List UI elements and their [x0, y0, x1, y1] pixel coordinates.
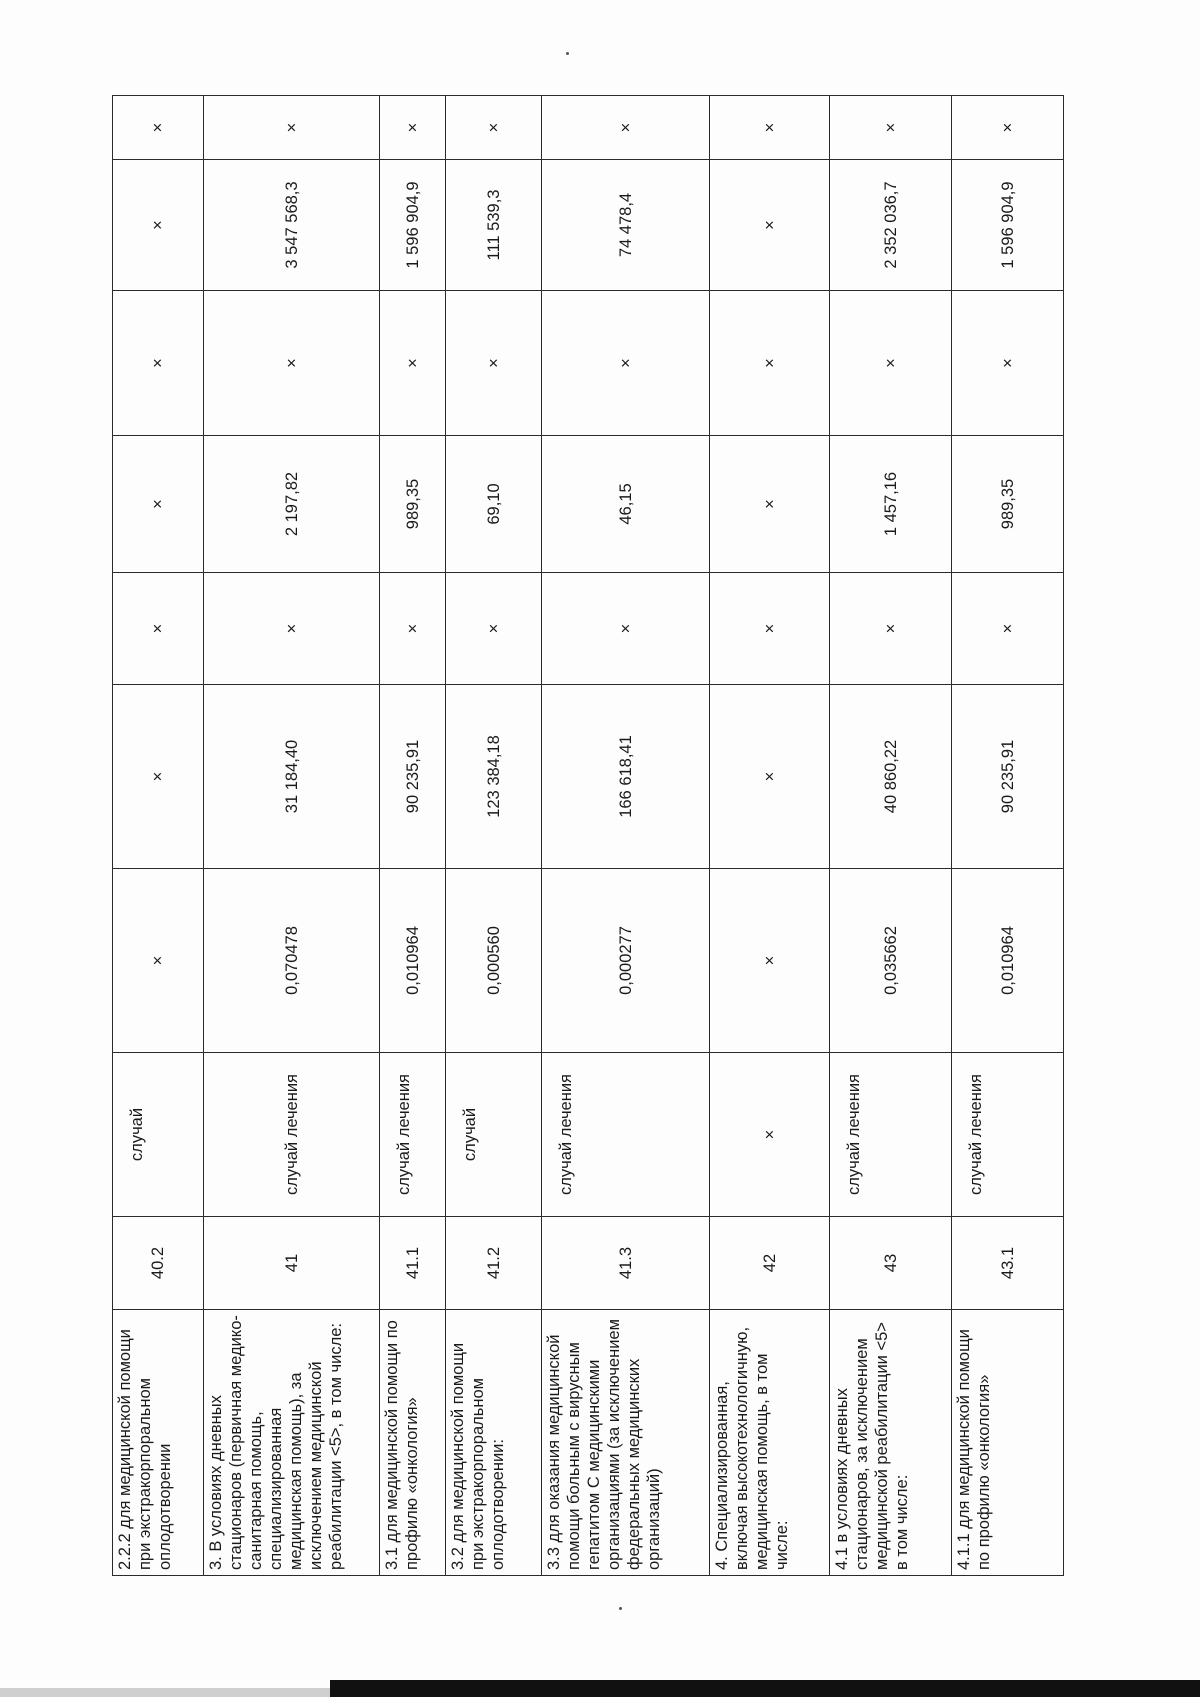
volume-cell: 0,010964	[380, 869, 446, 1053]
cost-per-unit-cell: ×	[113, 685, 204, 869]
cost-per-unit-cell: 166 618,41	[542, 685, 710, 869]
row-number-cell: 41.1	[380, 1217, 446, 1310]
per-capita-budget-cell: ×	[710, 573, 830, 685]
share-cell: ×	[113, 96, 204, 160]
per-capita-budget-cell: ×	[113, 573, 204, 685]
row-number-cell: 43.1	[952, 1217, 1064, 1310]
table-row	[542, 96, 710, 1576]
row-number-cell: 42	[710, 1217, 830, 1310]
volume-cell: ×	[113, 869, 204, 1053]
per-capita-budget-cell: ×	[204, 573, 380, 685]
unit-cell: случай лечения	[830, 1053, 952, 1217]
unit-cell: случай лечения	[380, 1053, 446, 1217]
total-budget-cell: ×	[710, 291, 830, 436]
rotated-table-wrapper	[112, 113, 1063, 1576]
cost-per-unit-cell: 90 235,91	[380, 685, 446, 869]
volume-cell: ×	[710, 869, 830, 1053]
share-cell: ×	[380, 96, 446, 160]
total-budget-cell: ×	[830, 291, 952, 436]
unit-cell: случай лечения	[952, 1053, 1064, 1217]
per-capita-oms-cell: 46,15	[542, 436, 710, 573]
per-capita-oms-cell: 69,10	[446, 436, 542, 573]
per-capita-budget-cell: ×	[952, 573, 1064, 685]
per-capita-budget-cell: ×	[380, 573, 446, 685]
scan-edge-bar	[330, 1680, 1200, 1697]
unit-cell: случай	[113, 1053, 204, 1217]
row-name-cell: 3. В условиях дневных стационаров (первичная медико-санитарная помощь, специализированная медицинская помощь), за исключением медицинской реабилитации <5>, в том числе:	[204, 1310, 380, 1576]
per-capita-oms-cell: ×	[710, 436, 830, 573]
total-oms-cell: 1 596 904,9	[952, 160, 1064, 291]
unit-cell: случай	[446, 1053, 542, 1217]
total-oms-cell: 3 547 568,3	[204, 160, 380, 291]
table-row	[830, 96, 952, 1576]
per-capita-budget-cell: ×	[542, 573, 710, 685]
table-row	[952, 96, 1064, 1576]
rotated-table-frame	[112, 113, 1063, 1576]
row-name-cell: 2.2.2 для медицинской помощи при экстракорпоральном оплодотворении	[113, 1310, 204, 1576]
total-budget-cell: ×	[380, 291, 446, 436]
row-number-cell: 41	[204, 1217, 380, 1310]
row-name-cell: 3.1 для медицинской помощи по профилю «онкология»	[380, 1310, 446, 1576]
row-name-cell: 4.1 в условиях дневных стационаров, за исключением медицинской реабилитации <5> в том числе:	[830, 1310, 952, 1576]
cost-per-unit-cell: 31 184,40	[204, 685, 380, 869]
total-oms-cell: 2 352 036,7	[830, 160, 952, 291]
volume-cell: 0,010964	[952, 869, 1064, 1053]
total-oms-cell: ×	[113, 160, 204, 291]
total-oms-cell: 1 596 904,9	[380, 160, 446, 291]
total-oms-cell: 111 539,3	[446, 160, 542, 291]
data-table	[112, 95, 1064, 1576]
volume-cell: 0,000560	[446, 869, 542, 1053]
total-budget-cell: ×	[446, 291, 542, 436]
unit-cell: случай лечения	[542, 1053, 710, 1217]
unit-cell: ×	[710, 1053, 830, 1217]
share-cell: ×	[542, 96, 710, 160]
per-capita-oms-cell: 989,35	[380, 436, 446, 573]
total-oms-cell: ×	[710, 160, 830, 291]
table-body	[113, 96, 1064, 1576]
per-capita-oms-cell: 1 457,16	[830, 436, 952, 573]
total-budget-cell: ×	[542, 291, 710, 436]
row-name-cell: 4.1.1 для медицинской помощи по профилю «онкология»	[952, 1310, 1064, 1576]
total-budget-cell: ×	[113, 291, 204, 436]
per-capita-oms-cell: 2 197,82	[204, 436, 380, 573]
unit-cell: случай лечения	[204, 1053, 380, 1217]
table-row	[204, 96, 380, 1576]
row-name-cell: 3.3 для оказания медицинской помощи больным с вирусным гепатитом С медицинскими организациями (за исключением федеральных медицинских организаций)	[542, 1310, 710, 1576]
share-cell: ×	[830, 96, 952, 160]
table-row	[380, 96, 446, 1576]
row-name-cell: 3.2 для медицинской помощи при экстракорпоральном оплодотворении:	[446, 1310, 542, 1576]
share-cell: ×	[446, 96, 542, 160]
volume-cell: 0,000277	[542, 869, 710, 1053]
per-capita-oms-cell: 989,35	[952, 436, 1064, 573]
volume-cell: 0,035662	[830, 869, 952, 1053]
scan-speck	[619, 1607, 622, 1610]
per-capita-budget-cell: ×	[446, 573, 542, 685]
scan-edge-shadow	[0, 1688, 330, 1697]
cost-per-unit-cell: ×	[710, 685, 830, 869]
total-oms-cell: 74 478,4	[542, 160, 710, 291]
table-row	[710, 96, 830, 1576]
cost-per-unit-cell: 123 384,18	[446, 685, 542, 869]
row-number-cell: 40.2	[113, 1217, 204, 1310]
volume-cell: 0,070478	[204, 869, 380, 1053]
table-row	[113, 96, 204, 1576]
cost-per-unit-cell: 40 860,22	[830, 685, 952, 869]
total-budget-cell: ×	[204, 291, 380, 436]
row-number-cell: 41.2	[446, 1217, 542, 1310]
table-row	[446, 96, 542, 1576]
per-capita-oms-cell: ×	[113, 436, 204, 573]
row-number-cell: 41.3	[542, 1217, 710, 1310]
row-name-cell: 4. Специализированная, включая высокотехнологичную, медицинская помощь, в том числе:	[710, 1310, 830, 1576]
per-capita-budget-cell: ×	[830, 573, 952, 685]
share-cell: ×	[204, 96, 380, 160]
scan-speck	[566, 52, 569, 55]
share-cell: ×	[952, 96, 1064, 160]
share-cell: ×	[710, 96, 830, 160]
row-number-cell: 43	[830, 1217, 952, 1310]
total-budget-cell: ×	[952, 291, 1064, 436]
cost-per-unit-cell: 90 235,91	[952, 685, 1064, 869]
